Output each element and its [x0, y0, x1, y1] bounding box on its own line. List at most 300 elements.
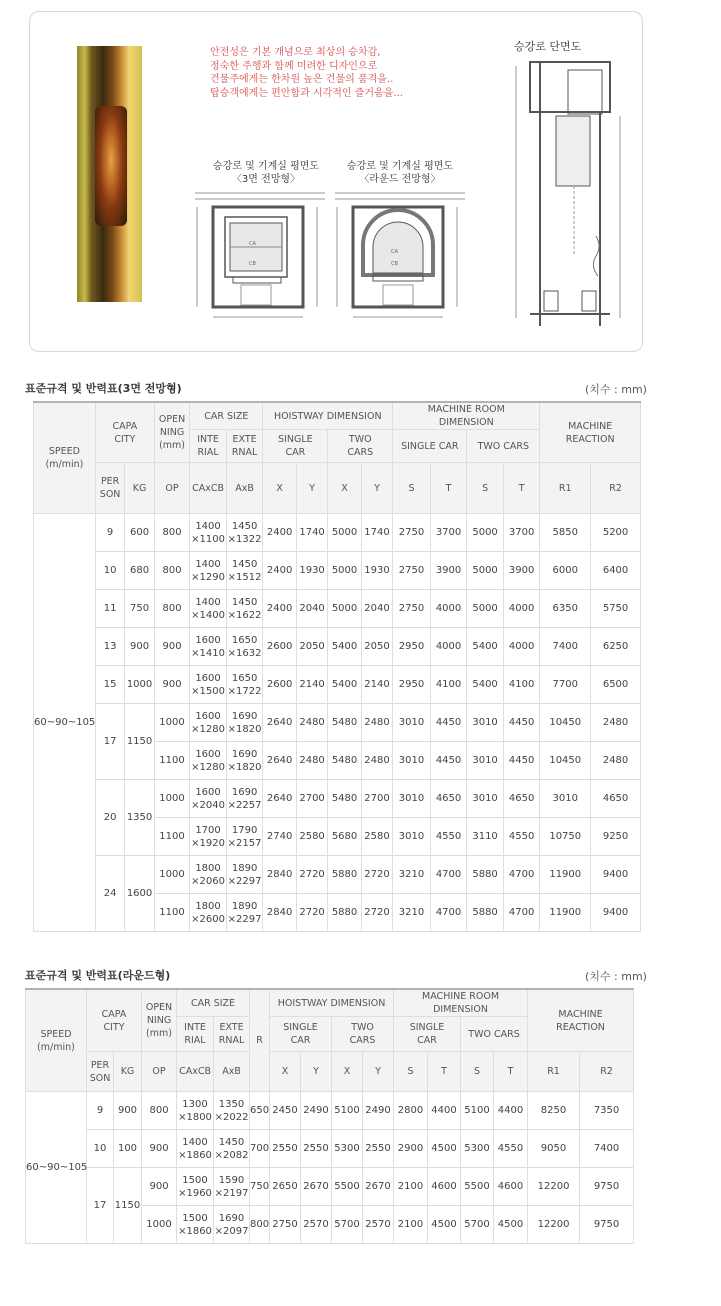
- data-cell: 2720: [361, 894, 392, 932]
- data-cell: 4000: [430, 628, 467, 666]
- header-cell: OP: [142, 1052, 177, 1092]
- kg-cell: 1600: [125, 856, 154, 932]
- data-cell: 12200: [528, 1206, 580, 1244]
- header-cell: KG: [125, 463, 154, 514]
- data-cell: 3700: [503, 514, 540, 552]
- external-size-cell: 1650 ×1632: [226, 628, 263, 666]
- data-cell: 2550: [363, 1130, 394, 1168]
- data-cell: 3010: [393, 780, 431, 818]
- table-row: [34, 514, 641, 552]
- data-cell: 4400: [428, 1092, 461, 1130]
- header-cell: EXTE RNAL: [214, 1017, 250, 1052]
- data-cell: 6250: [591, 628, 641, 666]
- data-cell: 5750: [591, 590, 641, 628]
- header-cell: X: [263, 463, 296, 514]
- data-cell: 4550: [430, 818, 467, 856]
- header-cell: S: [461, 1052, 494, 1092]
- data-cell: 5850: [540, 514, 591, 552]
- kg-cell: 100: [114, 1130, 142, 1168]
- data-cell: 4100: [503, 666, 540, 704]
- data-cell: 2700: [296, 780, 327, 818]
- intro-line: 안전성은 기본 개념으로 최상의 승차감,: [210, 47, 381, 58]
- data-cell: 6000: [540, 552, 591, 590]
- data-cell: 2750: [393, 514, 431, 552]
- data-cell: 3010: [393, 704, 431, 742]
- data-cell: 2480: [296, 704, 327, 742]
- data-cell: 2950: [393, 628, 431, 666]
- data-cell: 4550: [494, 1130, 528, 1168]
- kg-cell: 1350: [125, 780, 154, 856]
- data-cell: 2580: [361, 818, 392, 856]
- data-cell: 1930: [296, 552, 327, 590]
- data-cell: 2640: [263, 704, 296, 742]
- data-cell: 2570: [363, 1206, 394, 1244]
- data-cell: 5500: [461, 1168, 494, 1206]
- section-title: 승강로 단면도: [514, 40, 582, 53]
- opening-cell: 1000: [154, 856, 190, 894]
- table2-unit: (치수 : mm): [585, 970, 647, 983]
- data-cell: 4600: [494, 1168, 528, 1206]
- header-cell: MACHINE REACTION: [540, 402, 641, 463]
- data-cell: 11900: [540, 856, 591, 894]
- header-cell: X: [332, 1052, 363, 1092]
- opening-cell: 800: [154, 514, 190, 552]
- data-cell: 5480: [328, 742, 361, 780]
- internal-size-cell: 1400 ×1290: [190, 552, 227, 590]
- internal-size-cell: 1300 ×1800: [177, 1092, 214, 1130]
- external-size-cell: 1450 ×2082: [214, 1130, 250, 1168]
- data-cell: 2670: [363, 1168, 394, 1206]
- data-cell: 4600: [428, 1168, 461, 1206]
- external-size-cell: 1890 ×2297: [226, 856, 263, 894]
- data-cell: 2040: [361, 590, 392, 628]
- data-cell: 4700: [503, 894, 540, 932]
- opening-cell: 1100: [154, 894, 190, 932]
- opening-cell: 900: [142, 1168, 177, 1206]
- internal-size-cell: 1400 ×1100: [190, 514, 227, 552]
- data-cell: 2750: [393, 552, 431, 590]
- svg-text:CB: CB: [391, 261, 398, 267]
- svg-text:CB: CB: [249, 261, 256, 267]
- radius-cell: 700: [250, 1130, 270, 1168]
- kg-cell: 600: [125, 514, 154, 552]
- header-cell: PER SON: [87, 1052, 114, 1092]
- header-cell: HOISTWAY DIMENSION: [263, 402, 393, 430]
- header-cell: Y: [301, 1052, 332, 1092]
- data-cell: 4500: [428, 1130, 461, 1168]
- data-cell: 5000: [467, 590, 504, 628]
- person-cell: 20: [95, 780, 124, 856]
- data-cell: 9050: [528, 1130, 580, 1168]
- data-cell: 2050: [296, 628, 327, 666]
- spec-table-three-side: [33, 401, 641, 932]
- table1-title: 표준규격 및 반력표(3면 전망형): [25, 382, 182, 395]
- data-cell: 2840: [263, 856, 296, 894]
- internal-size-cell: 1800 ×2600: [190, 894, 227, 932]
- data-cell: 3900: [430, 552, 467, 590]
- data-cell: 2450: [270, 1092, 301, 1130]
- data-cell: 5100: [461, 1092, 494, 1130]
- data-cell: 2720: [296, 894, 327, 932]
- person-cell: 10: [87, 1130, 114, 1168]
- plan-three-side-drawing: [185, 185, 335, 330]
- data-cell: 2100: [394, 1168, 428, 1206]
- plan-three-side-title: [201, 160, 331, 186]
- data-cell: 3010: [467, 780, 504, 818]
- data-cell: 2670: [301, 1168, 332, 1206]
- opening-cell: 1000: [142, 1206, 177, 1244]
- external-size-cell: 1650 ×1722: [226, 666, 263, 704]
- data-cell: 4500: [494, 1206, 528, 1244]
- kg-cell: 1150: [125, 704, 154, 780]
- data-cell: 4650: [430, 780, 467, 818]
- data-cell: 5400: [328, 628, 361, 666]
- header-cell: KG: [114, 1052, 142, 1092]
- speed-cell: 60~90~105: [34, 514, 96, 932]
- header-cell: AxB: [214, 1052, 250, 1092]
- data-cell: 10750: [540, 818, 591, 856]
- person-cell: 17: [95, 704, 124, 780]
- data-cell: 3210: [393, 894, 431, 932]
- radius-cell: 650: [250, 1092, 270, 1130]
- header-cell: R2: [580, 1052, 634, 1092]
- data-cell: 5400: [467, 628, 504, 666]
- data-cell: 2490: [363, 1092, 394, 1130]
- header-cell: S: [467, 463, 504, 514]
- data-cell: 2700: [361, 780, 392, 818]
- data-cell: 3900: [503, 552, 540, 590]
- data-cell: 2840: [263, 894, 296, 932]
- internal-size-cell: 1800 ×2060: [190, 856, 227, 894]
- table1-unit: (치수 : mm): [585, 383, 647, 396]
- table-row: [34, 704, 641, 742]
- data-cell: 3010: [393, 742, 431, 780]
- header-cell: Y: [361, 463, 392, 514]
- data-cell: 2480: [591, 704, 641, 742]
- radius-cell: 800: [250, 1206, 270, 1244]
- data-cell: 2040: [296, 590, 327, 628]
- data-cell: 5100: [332, 1092, 363, 1130]
- internal-size-cell: 1700 ×1920: [190, 818, 227, 856]
- data-cell: 2140: [361, 666, 392, 704]
- data-cell: 4450: [430, 704, 467, 742]
- data-cell: 7400: [580, 1130, 634, 1168]
- external-size-cell: 1450 ×1512: [226, 552, 263, 590]
- header-cell: HOISTWAY DIMENSION: [270, 989, 394, 1017]
- external-size-cell: 1690 ×2097: [214, 1206, 250, 1244]
- opening-cell: 1000: [154, 704, 190, 742]
- header-cell: PER SON: [95, 463, 124, 514]
- data-cell: 8250: [528, 1092, 580, 1130]
- header-cell: SINGLE CAR: [270, 1017, 332, 1052]
- header-cell: T: [503, 463, 540, 514]
- data-cell: 2480: [296, 742, 327, 780]
- table-row: [26, 1092, 634, 1130]
- data-cell: 5700: [332, 1206, 363, 1244]
- header-cell: SPEED (m/min): [26, 989, 87, 1092]
- data-cell: 4700: [430, 894, 467, 932]
- header-cell: CAR SIZE: [190, 402, 263, 430]
- data-cell: 2750: [393, 590, 431, 628]
- data-cell: 3210: [393, 856, 431, 894]
- header-cell: TWO CARS: [328, 430, 393, 463]
- internal-size-cell: 1600 ×1410: [190, 628, 227, 666]
- table2-title: 표준규격 및 반력표(라운드형): [25, 969, 171, 982]
- data-cell: 5000: [467, 514, 504, 552]
- data-cell: 4450: [430, 742, 467, 780]
- external-size-cell: 1690 ×1820: [226, 704, 263, 742]
- table-row: [34, 856, 641, 894]
- data-cell: 5880: [328, 894, 361, 932]
- header-cell: R: [250, 989, 270, 1092]
- header-cell: OPEN NING (mm): [142, 989, 177, 1052]
- data-cell: 4700: [430, 856, 467, 894]
- data-cell: 2400: [263, 552, 296, 590]
- data-cell: 2140: [296, 666, 327, 704]
- elevator-photo: [77, 46, 142, 302]
- data-cell: 6350: [540, 590, 591, 628]
- radius-cell: 750: [250, 1168, 270, 1206]
- data-cell: 11900: [540, 894, 591, 932]
- speed-cell: 60~90~105: [26, 1092, 87, 1244]
- section-drawing: [500, 56, 630, 341]
- opening-cell: 900: [154, 628, 190, 666]
- data-cell: 3010: [467, 704, 504, 742]
- data-cell: 2720: [361, 856, 392, 894]
- data-cell: 2100: [394, 1206, 428, 1244]
- header-cell: Y: [363, 1052, 394, 1092]
- table-row: [34, 780, 641, 818]
- data-cell: 7400: [540, 628, 591, 666]
- data-cell: 5400: [328, 666, 361, 704]
- data-cell: 5700: [461, 1206, 494, 1244]
- kg-cell: 900: [125, 628, 154, 666]
- internal-size-cell: 1600 ×1500: [190, 666, 227, 704]
- header-cell: S: [393, 463, 431, 514]
- kg-cell: 1000: [125, 666, 154, 704]
- person-cell: 13: [95, 628, 124, 666]
- header-cell: OP: [154, 463, 190, 514]
- data-cell: 9750: [580, 1206, 634, 1244]
- data-cell: 2900: [394, 1130, 428, 1168]
- header-cell: CAxCB: [190, 463, 227, 514]
- data-cell: 4400: [494, 1092, 528, 1130]
- data-cell: 7700: [540, 666, 591, 704]
- data-cell: 4650: [591, 780, 641, 818]
- external-size-cell: 1690 ×2257: [226, 780, 263, 818]
- data-cell: 2650: [270, 1168, 301, 1206]
- header-cell: R1: [528, 1052, 580, 1092]
- data-cell: 3010: [467, 742, 504, 780]
- data-cell: 10450: [540, 742, 591, 780]
- data-cell: 5400: [467, 666, 504, 704]
- data-cell: 2580: [296, 818, 327, 856]
- header-cell: CAPA CITY: [95, 402, 154, 463]
- external-size-cell: 1790 ×2157: [226, 818, 263, 856]
- data-cell: 4100: [430, 666, 467, 704]
- header-cell: Y: [296, 463, 327, 514]
- table-row: [26, 1168, 634, 1206]
- data-cell: 9750: [580, 1168, 634, 1206]
- data-cell: 3700: [430, 514, 467, 552]
- data-cell: 5000: [328, 552, 361, 590]
- intro-line: 정숙한 주행과 함께 미려한 디자인으로: [210, 60, 378, 72]
- header-cell: T: [430, 463, 467, 514]
- data-cell: 3010: [393, 818, 431, 856]
- opening-cell: 1000: [154, 780, 190, 818]
- header-cell: T: [428, 1052, 461, 1092]
- external-size-cell: 1890 ×2297: [226, 894, 263, 932]
- plan-subtitle: 〈3면 전망형〉: [231, 174, 301, 185]
- header-cell: EXTE RNAL: [226, 430, 263, 463]
- header-cell: AxB: [226, 463, 263, 514]
- external-size-cell: 1450 ×1322: [226, 514, 263, 552]
- internal-size-cell: 1600 ×1280: [190, 704, 227, 742]
- header-cell: SPEED (m/min): [34, 402, 96, 514]
- data-cell: 5880: [467, 856, 504, 894]
- hero-panel: [29, 11, 643, 352]
- header-cell: TWO CARS: [461, 1017, 528, 1052]
- header-cell: SINGLE CAR: [394, 1017, 461, 1052]
- data-cell: 5480: [328, 780, 361, 818]
- spec-table-round: [25, 988, 634, 1244]
- data-cell: 4450: [503, 742, 540, 780]
- data-cell: 2400: [263, 590, 296, 628]
- data-cell: 2490: [301, 1092, 332, 1130]
- data-cell: 5480: [328, 704, 361, 742]
- plan-title: 승강로 및 기계실 평면도: [346, 161, 454, 172]
- data-cell: 7350: [580, 1092, 634, 1130]
- header-cell: T: [494, 1052, 528, 1092]
- plan-title: 승강로 및 기계실 평면도: [212, 161, 320, 172]
- plan-round-drawing: [325, 185, 475, 330]
- table-row: [34, 552, 641, 590]
- header-cell: S: [394, 1052, 428, 1092]
- kg-cell: 750: [125, 590, 154, 628]
- header-cell: CAPA CITY: [87, 989, 142, 1052]
- external-size-cell: 1690 ×1820: [226, 742, 263, 780]
- header-cell: R1: [540, 463, 591, 514]
- header-cell: SINGLE CAR: [393, 430, 467, 463]
- person-cell: 15: [95, 666, 124, 704]
- svg-text:CA: CA: [391, 249, 398, 255]
- data-cell: 2480: [361, 742, 392, 780]
- kg-cell: 900: [114, 1092, 142, 1130]
- data-cell: 2950: [393, 666, 431, 704]
- data-cell: 1740: [296, 514, 327, 552]
- person-cell: 24: [95, 856, 124, 932]
- data-cell: 4000: [430, 590, 467, 628]
- data-cell: 1930: [361, 552, 392, 590]
- data-cell: 2480: [591, 742, 641, 780]
- person-cell: 9: [95, 514, 124, 552]
- data-cell: 5880: [328, 856, 361, 894]
- opening-cell: 800: [154, 590, 190, 628]
- internal-size-cell: 1600 ×2040: [190, 780, 227, 818]
- intro-text: [210, 46, 430, 100]
- data-cell: 2800: [394, 1092, 428, 1130]
- data-cell: 5000: [328, 514, 361, 552]
- table-row: [34, 666, 641, 704]
- data-cell: 9400: [591, 856, 641, 894]
- data-cell: 5000: [467, 552, 504, 590]
- data-cell: 4650: [503, 780, 540, 818]
- data-cell: 6500: [591, 666, 641, 704]
- data-cell: 2600: [263, 666, 296, 704]
- data-cell: 2480: [361, 704, 392, 742]
- data-cell: 4550: [503, 818, 540, 856]
- opening-cell: 1100: [154, 818, 190, 856]
- internal-size-cell: 1400 ×1400: [190, 590, 227, 628]
- header-cell: INTE RIAL: [190, 430, 227, 463]
- internal-size-cell: 1400 ×1860: [177, 1130, 214, 1168]
- intro-line: 건물주에게는 한차원 높은 건물의 품격을..: [210, 74, 394, 85]
- data-cell: 5200: [591, 514, 641, 552]
- data-cell: 4000: [503, 628, 540, 666]
- data-cell: 4450: [503, 704, 540, 742]
- data-cell: 4700: [503, 856, 540, 894]
- data-cell: 2600: [263, 628, 296, 666]
- data-cell: 5000: [328, 590, 361, 628]
- header-cell: MACHINE ROOM DIMENSION: [393, 402, 540, 430]
- person-cell: 17: [87, 1168, 114, 1244]
- data-cell: 4500: [428, 1206, 461, 1244]
- data-cell: 9250: [591, 818, 641, 856]
- internal-size-cell: 1600 ×1280: [190, 742, 227, 780]
- internal-size-cell: 1500 ×1960: [177, 1168, 214, 1206]
- svg-text:CA: CA: [249, 241, 256, 247]
- plan-round-title: [335, 160, 465, 186]
- data-cell: 5500: [332, 1168, 363, 1206]
- data-cell: 2570: [301, 1206, 332, 1244]
- data-cell: 5300: [461, 1130, 494, 1168]
- header-cell: TWO CARS: [467, 430, 540, 463]
- data-cell: 2720: [296, 856, 327, 894]
- data-cell: 5300: [332, 1130, 363, 1168]
- intro-line: 탑승객에게는 편안함과 시각적인 즐거움을...: [210, 87, 403, 99]
- data-cell: 1740: [361, 514, 392, 552]
- table-row: [34, 628, 641, 666]
- opening-cell: 800: [142, 1092, 177, 1130]
- data-cell: 2740: [263, 818, 296, 856]
- data-cell: 2640: [263, 742, 296, 780]
- data-cell: 5680: [328, 818, 361, 856]
- opening-cell: 1100: [154, 742, 190, 780]
- plan-subtitle: 〈라운드 전망형〉: [359, 174, 441, 185]
- external-size-cell: 1590 ×2197: [214, 1168, 250, 1206]
- opening-cell: 800: [154, 552, 190, 590]
- data-cell: 2550: [301, 1130, 332, 1168]
- data-cell: 12200: [528, 1168, 580, 1206]
- header-cell: X: [270, 1052, 301, 1092]
- data-cell: 10450: [540, 704, 591, 742]
- data-cell: 2550: [270, 1130, 301, 1168]
- person-cell: 11: [95, 590, 124, 628]
- table-row: [34, 590, 641, 628]
- opening-cell: 900: [154, 666, 190, 704]
- external-size-cell: 1450 ×1622: [226, 590, 263, 628]
- data-cell: 2640: [263, 780, 296, 818]
- kg-cell: 680: [125, 552, 154, 590]
- opening-cell: 900: [142, 1130, 177, 1168]
- header-cell: INTE RIAL: [177, 1017, 214, 1052]
- data-cell: 3010: [540, 780, 591, 818]
- data-cell: 4000: [503, 590, 540, 628]
- header-cell: SINGLE CAR: [263, 430, 328, 463]
- external-size-cell: 1350 ×2022: [214, 1092, 250, 1130]
- kg-cell: 1150: [114, 1168, 142, 1244]
- data-cell: 5880: [467, 894, 504, 932]
